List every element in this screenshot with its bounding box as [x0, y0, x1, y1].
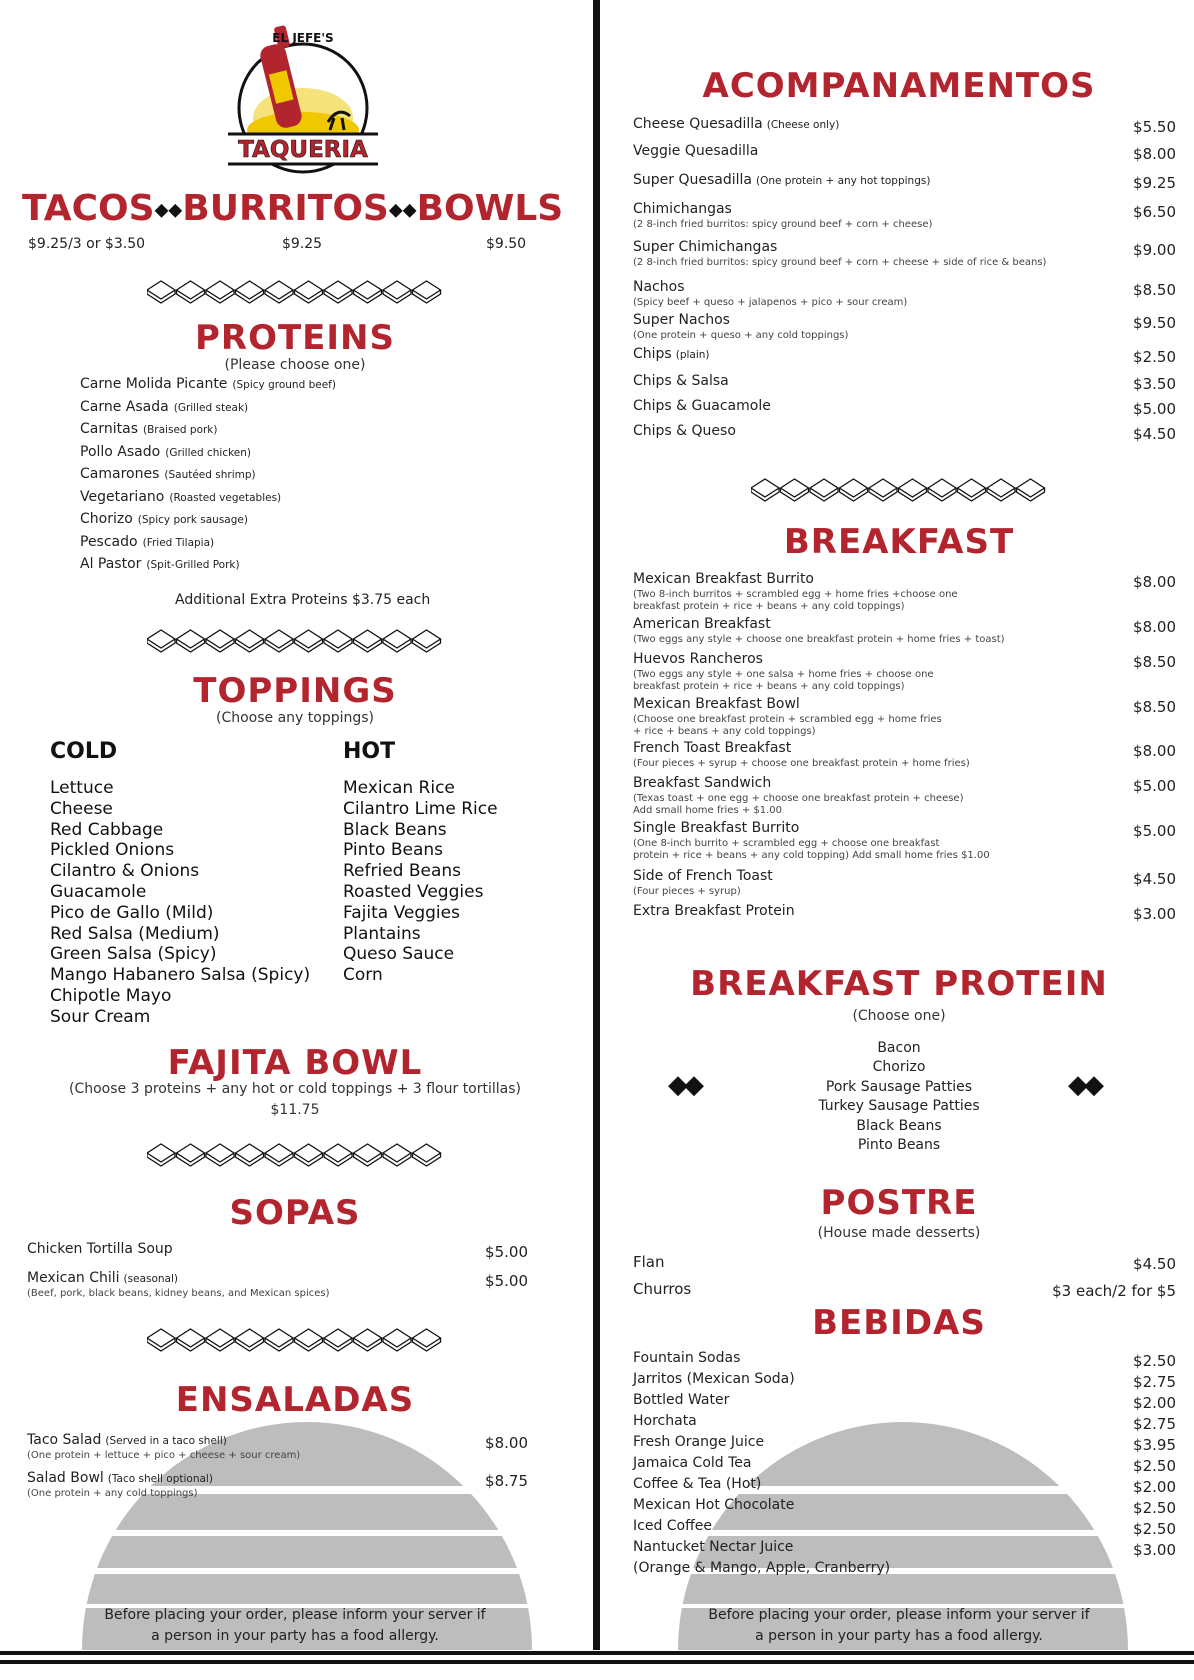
breakfast-item	[633, 571, 814, 587]
diamond-row-icon	[147, 1328, 443, 1354]
bebidas-name: Jamaica Cold Tea	[633, 1455, 752, 1471]
bebidas-item	[633, 1350, 740, 1366]
burritos-heading: BURRITOS	[182, 188, 389, 229]
breakfast-protein-item: Bacon	[877, 1040, 921, 1056]
protein-name: Carne Asada	[80, 398, 169, 415]
allergy-line-1-right: Before placing your order, please inform your server if	[708, 1607, 1090, 1623]
bebidas-item	[633, 1539, 793, 1555]
toppings-subtitle: (Choose any toppings)	[215, 710, 375, 726]
diamond-divider	[0, 1143, 590, 1173]
breakfast-name: Extra Breakfast Protein	[633, 903, 795, 919]
cold-topping-item: Pico de Gallo (Mild)	[50, 902, 214, 923]
hot-topping-item: Mexican Rice	[343, 778, 455, 798]
bebidas-title: BEBIDAS	[812, 1303, 986, 1343]
tacos-heading: TACOS	[22, 188, 155, 229]
bebidas-price: $2.50	[1133, 1520, 1176, 1538]
protein-name: Chorizo	[80, 511, 133, 527]
acompanamentos-name: Chips & Guacamole	[633, 398, 771, 414]
diamond-row-icon	[751, 478, 1047, 504]
protein-item	[80, 511, 248, 527]
bebidas-price: $3.00	[1133, 1541, 1176, 1559]
cold-heading: COLD	[50, 739, 118, 764]
acompanamentos-item	[633, 279, 684, 295]
breakfast-protein-item: Turkey Sausage Patties	[818, 1098, 980, 1115]
hot-topping-item: Roasted Veggies	[343, 882, 484, 902]
breakfast-name: American Breakfast	[633, 616, 771, 632]
breakfast-price: $5.00	[1133, 822, 1176, 840]
acompanamentos-item	[633, 143, 758, 159]
breakfast-price: $8.50	[1133, 653, 1176, 671]
hot-topping-item: Plantains	[343, 923, 421, 944]
acompanamentos-item	[633, 116, 839, 132]
breakfast-name: Mexican Breakfast Burrito	[633, 571, 815, 587]
postre-name: Flan	[633, 1253, 665, 1271]
breakfast-protein-item: Black Beans	[856, 1117, 942, 1134]
bebidas-name: Fountain Sodas	[633, 1350, 741, 1366]
protein-desc: (Grilled steak)	[173, 401, 249, 414]
bebidas-name: Nantucket Nectar Juice	[633, 1539, 794, 1555]
breakfast-note: (Texas toast + one egg + choose one breakfast protein + cheese) Add small home fries + $1.00	[633, 793, 964, 816]
ensaladas-name: Taco Salad	[27, 1432, 102, 1448]
cold-topping-item: Guacamole	[50, 882, 147, 902]
ensaladas-note: (One protein + lettuce + pico + cheese + sour cream)	[27, 1450, 301, 1461]
cold-topping-item: Sour Cream	[50, 1006, 151, 1027]
postre-title: POSTRE	[820, 1183, 978, 1223]
diamond-divider	[0, 1328, 590, 1358]
bebidas-name: Mexican Hot Chocolate	[633, 1497, 795, 1513]
double-diamond-icon-right: ◆◆	[1068, 1070, 1100, 1100]
acompanamentos-price: $3.50	[1133, 375, 1176, 393]
bebidas-name: Jarritos (Mexican Soda)	[633, 1371, 795, 1387]
acompanamentos-name: Cheese Quesadilla	[633, 116, 763, 132]
bottom-rule-2	[0, 1660, 1194, 1664]
diamond-divider	[604, 478, 1194, 508]
cold-topping-item: Lettuce	[50, 778, 114, 798]
protein-name: Camarones	[80, 466, 160, 482]
bebidas-item	[633, 1413, 697, 1429]
fajita-title: FAJITA BOWL	[167, 1043, 423, 1083]
acompanamentos-item	[633, 346, 710, 362]
protein-desc: (Spit-Grilled Pork)	[146, 559, 240, 571]
breakfast-protein-item: Chorizo	[872, 1059, 926, 1076]
bebidas-name: Bottled Water	[633, 1392, 730, 1408]
acompanamentos-note: (Spicy beef + queso + jalapenos + pico + sour cream)	[633, 297, 908, 308]
fajita-subtitle: (Choose 3 proteins + any hot or cold toppings + 3 flour tortillas)	[69, 1081, 521, 1097]
protein-name: Pescado	[80, 533, 138, 550]
ensaladas-title: ENSALADAS	[175, 1380, 415, 1420]
breakfast-protein-item: Pinto Beans	[857, 1137, 941, 1153]
sopas-title: SOPAS	[229, 1193, 361, 1233]
bebidas-price: $2.50	[1133, 1457, 1176, 1475]
bebidas-price: $2.50	[1133, 1352, 1176, 1370]
sopas-item	[27, 1270, 178, 1286]
bebidas-name: Coffee & Tea (Hot)	[633, 1476, 762, 1492]
breakfast-price: $5.00	[1133, 777, 1176, 795]
bebidas-item	[633, 1518, 712, 1534]
acompanamentos-name: Super Quesadilla	[633, 172, 752, 188]
breakfast-price: $8.00	[1133, 573, 1176, 591]
ensaladas-note: (One protein + any cold toppings)	[27, 1488, 198, 1499]
protein-desc: (Grilled chicken)	[165, 446, 252, 459]
acompanamentos-item	[633, 172, 930, 188]
bebidas-price: $2.00	[1133, 1394, 1176, 1412]
bebidas-name: Horchata	[633, 1413, 697, 1429]
breakfast-item	[633, 903, 795, 919]
toppings-title: TOPPINGS	[193, 671, 397, 711]
cold-topping-item: Green Salsa (Spicy)	[50, 944, 217, 965]
hot-heading: HOT	[343, 739, 396, 764]
bebidas-item	[633, 1434, 764, 1450]
column-divider	[593, 0, 600, 1650]
ensaladas-desc: (Taco shell optional)	[107, 1473, 213, 1485]
left-column	[0, 0, 590, 1650]
protein-name: Pollo Asado	[80, 443, 161, 460]
bottom-rule-1	[0, 1651, 1194, 1655]
protein-desc: (Fried Tilapia)	[142, 536, 215, 549]
bebidas-price: $3.95	[1133, 1436, 1176, 1454]
sopas-price: $5.00	[485, 1243, 528, 1261]
breakfast-note: (Two 8-inch burritos + scrambled egg + home fries +choose one breakfast protein + rice + beans + any cold toppings)	[633, 589, 958, 612]
diamond-row-icon	[147, 629, 443, 655]
postre-price: $3 each/2 for $5	[1052, 1282, 1176, 1300]
logo-text: EL JEFE'S	[272, 31, 334, 45]
burritos-price: $9.25	[282, 236, 323, 252]
acompanamentos-price: $5.50	[1133, 118, 1176, 136]
acompanamentos-price: $4.50	[1133, 425, 1176, 443]
acompanamentos-note: (One protein + queso + any cold toppings)	[633, 330, 849, 341]
breakfast-name: Single Breakfast Burrito	[633, 820, 800, 836]
breakfast-price: $3.00	[1133, 905, 1176, 923]
logo	[228, 22, 378, 178]
ensaladas-name: Salad Bowl	[27, 1470, 104, 1486]
acompanamentos-title: ACOMPANAMENTOS	[702, 66, 1096, 106]
acompanamentos-name: Super Chimichangas	[633, 239, 778, 255]
sopas-item	[27, 1241, 173, 1257]
allergy-line-1: Before placing your order, please inform your server if	[104, 1607, 486, 1623]
postre-price: $4.50	[1133, 1255, 1176, 1273]
acompanamentos-price: $8.50	[1133, 281, 1176, 299]
protein-desc: (Spicy pork sausage)	[137, 514, 248, 526]
diamond-row-icon	[147, 1143, 443, 1169]
bowls-price: $9.50	[486, 236, 527, 252]
acompanamentos-name: Super Nachos	[633, 312, 730, 328]
bebidas-name: Iced Coffee	[633, 1518, 712, 1534]
ensaladas-item	[27, 1470, 213, 1486]
acompanamentos-note: (2 8-inch fried burritos: spicy ground beef + corn + cheese + side of rice & beans)	[633, 257, 1047, 268]
bebidas-item	[633, 1392, 729, 1408]
cold-topping-item: Mango Habanero Salsa (Spicy)	[50, 965, 311, 986]
breakfast-name: Breakfast Sandwich	[633, 775, 772, 791]
acompanamentos-price: $2.50	[1133, 348, 1176, 366]
extra-proteins-note: Additional Extra Proteins $3.75 each	[175, 592, 431, 608]
acompanamentos-name: Veggie Quesadilla	[633, 143, 759, 159]
bebidas-price: $2.00	[1133, 1478, 1176, 1496]
breakfast-note: (Two eggs any style + one salsa + home fries + choose one breakfast protein + rice + beans + any cold toppings)	[633, 669, 934, 692]
acompanamentos-price: $5.00	[1133, 400, 1176, 418]
protein-desc: (Sautéed shrimp)	[164, 469, 256, 481]
cold-topping-item: Red Salsa (Medium)	[50, 923, 220, 944]
protein-item	[80, 399, 248, 415]
breakfast-title: BREAKFAST	[783, 522, 1015, 562]
breakfast-item	[633, 696, 800, 712]
protein-item	[80, 376, 336, 392]
acompanamentos-desc: (plain)	[675, 349, 710, 361]
bebidas-item	[633, 1497, 794, 1513]
diamond-separator: ◆◆	[388, 199, 417, 221]
breakfast-note: (One 8-inch burrito + scrambled egg + choose one breakfast protein + rice + beans + any cold topping) Add small home fries $1.00	[633, 838, 990, 861]
acompanamentos-desc: (One protein + any hot toppings)	[755, 175, 931, 187]
acompanamentos-note: (2 8-inch fried burritos: spicy ground beef + corn + cheese)	[633, 219, 933, 230]
cold-topping-item: Cilantro & Onions	[50, 861, 200, 882]
acompanamentos-item	[633, 398, 771, 414]
breakfast-price: $8.00	[1133, 618, 1176, 636]
acompanamentos-item	[633, 373, 729, 389]
bowls-heading: BOWLS	[416, 188, 564, 229]
protein-name: Carne Molida Picante	[80, 376, 228, 392]
protein-item	[80, 421, 217, 437]
bebidas-item	[633, 1476, 761, 1492]
breakfast-note: (Four pieces + syrup + choose one breakfast protein + home fries)	[633, 758, 970, 769]
sopas-price: $5.00	[485, 1272, 528, 1290]
breakfast-item	[633, 775, 771, 791]
hot-topping-item: Fajita Veggies	[343, 902, 460, 923]
hot-topping-item: Queso Sauce	[343, 944, 455, 965]
protein-item	[80, 534, 214, 550]
postre-item	[633, 1253, 665, 1271]
logo-taqueria: TAQUERIA	[238, 137, 368, 163]
protein-item	[80, 444, 251, 460]
fajita-price: $11.75	[270, 1102, 320, 1118]
breakfast-item	[633, 740, 791, 756]
breakfast-note: (Choose one breakfast protein + scrambled egg + home fries + rice + beans + any cold toppings)	[633, 714, 942, 737]
proteins-title: PROTEINS	[194, 318, 395, 358]
breakfast-price: $4.50	[1133, 870, 1176, 888]
protein-desc: (Braised pork)	[143, 424, 218, 436]
hot-topping-item: Pinto Beans	[343, 840, 444, 861]
acompanamentos-price: $9.50	[1133, 314, 1176, 332]
breakfast-price: $8.50	[1133, 698, 1176, 716]
acompanamentos-item	[633, 423, 736, 439]
breakfast-item	[633, 820, 799, 836]
tacos-price: $9.25/3 or $3.50	[28, 236, 146, 252]
protein-item	[80, 489, 281, 505]
hot-topping-item: Cilantro Lime Rice	[343, 798, 498, 819]
hot-topping-item: Corn	[343, 965, 383, 986]
breakfast-name: Side of French Toast	[633, 868, 773, 884]
postre-name: Churros	[633, 1280, 692, 1298]
bebidas-price: $2.75	[1133, 1373, 1176, 1391]
acompanamentos-price: $6.50	[1133, 203, 1176, 221]
acompanamentos-item	[633, 201, 732, 217]
protein-item	[80, 556, 240, 572]
acompanamentos-name: Chips & Queso	[633, 423, 736, 439]
acompanamentos-desc: (Cheese only)	[766, 119, 840, 131]
bebidas-name: (Orange & Mango, Apple, Cranberry)	[633, 1560, 891, 1576]
sopas-note: (Beef, pork, black beans, kidney beans, and Mexican spices)	[27, 1288, 330, 1299]
cold-topping-item: Chipotle Mayo	[50, 986, 172, 1006]
breakfast-name: Mexican Breakfast Bowl	[633, 696, 800, 712]
protein-desc: (Roasted vegetables)	[169, 491, 282, 504]
protein-name: Carnitas	[80, 421, 138, 437]
acompanamentos-name: Nachos	[633, 279, 685, 295]
cold-topping-item: Pickled Onions	[50, 840, 175, 861]
acompanamentos-item	[633, 312, 730, 328]
cold-topping-item: Red Cabbage	[50, 819, 164, 840]
diamond-row-icon	[147, 280, 443, 306]
breakfast-protein-subtitle: (Choose one)	[852, 1008, 946, 1024]
acompanamentos-name: Chips & Salsa	[633, 373, 729, 389]
acompanamentos-item	[633, 239, 777, 255]
ensaladas-price: $8.75	[485, 1472, 528, 1490]
diamond-divider	[0, 280, 590, 310]
ensaladas-item	[27, 1432, 227, 1448]
allergy-line-2-right: a person in your party has a food allergy.	[755, 1628, 1043, 1644]
diamond-divider	[0, 629, 590, 659]
bebidas-price: $2.50	[1133, 1499, 1176, 1517]
breakfast-price: $8.00	[1133, 742, 1176, 760]
breakfast-item	[633, 616, 771, 632]
ensaladas-price: $8.00	[485, 1434, 528, 1452]
allergy-line-2: a person in your party has a food allergy.	[151, 1628, 439, 1644]
bebidas-item	[633, 1371, 795, 1387]
sopas-desc: (seasonal)	[123, 1273, 179, 1285]
proteins-subtitle: (Please choose one)	[224, 357, 366, 373]
acompanamentos-price: $8.00	[1133, 145, 1176, 163]
breakfast-item	[633, 868, 773, 884]
bebidas-item	[633, 1455, 751, 1471]
bebidas-item	[633, 1560, 890, 1576]
right-column	[604, 0, 1194, 1650]
acompanamentos-name: Chips	[633, 346, 672, 362]
protein-name: Al Pastor	[80, 556, 142, 572]
acompanamentos-price: $9.25	[1133, 174, 1176, 192]
breakfast-note: (Two eggs any style + choose one breakfast protein + home fries + toast)	[633, 634, 1005, 645]
ensaladas-desc: (Served in a taco shell)	[105, 1435, 227, 1447]
breakfast-name: French Toast Breakfast	[633, 740, 792, 756]
breakfast-name: Huevos Rancheros	[633, 651, 763, 667]
hot-topping-item: Black Beans	[343, 819, 447, 840]
bebidas-price: $2.75	[1133, 1415, 1176, 1433]
diamond-separator: ◆◆	[154, 199, 183, 221]
bebidas-name: Fresh Orange Juice	[633, 1434, 765, 1450]
protein-name: Vegetariano	[80, 488, 165, 505]
sopas-name: Mexican Chili	[27, 1270, 120, 1286]
breakfast-note: (Four pieces + syrup)	[633, 886, 741, 897]
breakfast-item	[633, 651, 763, 667]
protein-desc: (Spicy ground beef)	[232, 379, 336, 391]
breakfast-protein-title: BREAKFAST PROTEIN	[690, 964, 1108, 1004]
main-heading	[22, 188, 582, 229]
acompanamentos-name: Chimichangas	[633, 201, 732, 217]
double-diamond-icon-left: ◆◆	[668, 1070, 700, 1100]
sopas-name: Chicken Tortilla Soup	[27, 1241, 173, 1257]
hot-topping-item: Refried Beans	[343, 861, 462, 882]
protein-item	[80, 466, 256, 482]
breakfast-protein-item: Pork Sausage Patties	[825, 1078, 973, 1095]
postre-subtitle: (House made desserts)	[817, 1225, 981, 1241]
acompanamentos-price: $9.00	[1133, 241, 1176, 259]
cold-topping-item: Cheese	[50, 798, 113, 819]
postre-item	[633, 1280, 691, 1298]
